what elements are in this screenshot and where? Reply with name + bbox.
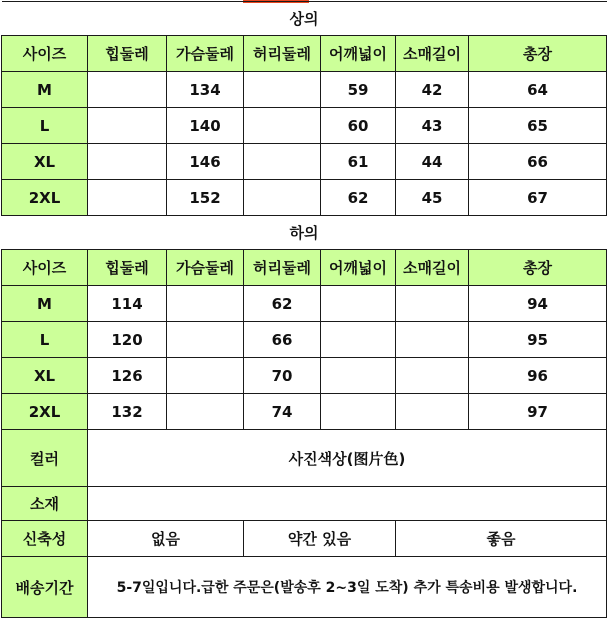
waist-cell bbox=[244, 180, 321, 216]
hip-cell bbox=[88, 144, 167, 180]
sleeve-cell bbox=[396, 322, 469, 358]
col-header-chest: 가슴둘레 bbox=[167, 250, 244, 286]
shipping-row bbox=[2, 557, 607, 618]
table-row bbox=[2, 72, 607, 108]
color-value: 사진색상(图片色) bbox=[88, 430, 607, 487]
table-row bbox=[2, 358, 607, 394]
col-header-waist: 허리둘레 bbox=[244, 36, 321, 72]
top-section-title: 상의 bbox=[2, 2, 607, 36]
col-header-sleeve: 소매길이 bbox=[396, 250, 469, 286]
chest-cell: 146 bbox=[167, 144, 244, 180]
bottom-section-row bbox=[2, 216, 607, 250]
shoulder-cell: 62 bbox=[321, 180, 396, 216]
col-header-waist: 허리둘레 bbox=[244, 250, 321, 286]
material-row bbox=[2, 487, 607, 521]
stretch-option-none: 없음 bbox=[88, 521, 244, 557]
waist-cell bbox=[244, 144, 321, 180]
waist-cell bbox=[244, 108, 321, 144]
shoulder-cell: 60 bbox=[321, 108, 396, 144]
size-cell: XL bbox=[2, 144, 88, 180]
bottom-section-title: 하의 bbox=[2, 216, 607, 250]
table-row bbox=[2, 108, 607, 144]
table-row bbox=[2, 394, 607, 430]
stretch-label: 신축성 bbox=[2, 521, 88, 557]
chest-cell bbox=[167, 394, 244, 430]
col-header-length: 총장 bbox=[469, 36, 607, 72]
hip-cell bbox=[88, 180, 167, 216]
size-cell: 2XL bbox=[2, 394, 88, 430]
bottom-header-row bbox=[2, 250, 607, 286]
sleeve-cell bbox=[396, 286, 469, 322]
material-value bbox=[88, 487, 607, 521]
hip-cell: 120 bbox=[88, 322, 167, 358]
sleeve-cell bbox=[396, 358, 469, 394]
chest-cell: 134 bbox=[167, 72, 244, 108]
shoulder-cell: 59 bbox=[321, 72, 396, 108]
table-row bbox=[2, 322, 607, 358]
col-header-length: 총장 bbox=[469, 250, 607, 286]
col-header-sleeve: 소매길이 bbox=[396, 36, 469, 72]
sleeve-cell: 45 bbox=[396, 180, 469, 216]
hip-cell: 114 bbox=[88, 286, 167, 322]
waist-cell: 62 bbox=[244, 286, 321, 322]
waist-cell: 70 bbox=[244, 358, 321, 394]
length-cell: 64 bbox=[469, 72, 607, 108]
size-cell: 2XL bbox=[2, 180, 88, 216]
color-label: 컬러 bbox=[2, 430, 88, 487]
stretch-row bbox=[2, 521, 607, 557]
length-cell: 97 bbox=[469, 394, 607, 430]
sleeve-cell bbox=[396, 394, 469, 430]
hip-cell bbox=[88, 108, 167, 144]
color-row bbox=[2, 430, 607, 487]
sleeve-cell: 43 bbox=[396, 108, 469, 144]
top-section-row bbox=[2, 2, 607, 36]
length-cell: 67 bbox=[469, 180, 607, 216]
table-row bbox=[2, 144, 607, 180]
hip-cell bbox=[88, 72, 167, 108]
sleeve-cell: 44 bbox=[396, 144, 469, 180]
size-cell: L bbox=[2, 322, 88, 358]
chest-cell: 152 bbox=[167, 180, 244, 216]
col-header-size: 사이즈 bbox=[2, 36, 88, 72]
shoulder-cell bbox=[321, 286, 396, 322]
table-row bbox=[2, 286, 607, 322]
shoulder-cell bbox=[321, 322, 396, 358]
col-header-chest: 가슴둘레 bbox=[167, 36, 244, 72]
chest-cell bbox=[167, 358, 244, 394]
waist-cell: 66 bbox=[244, 322, 321, 358]
chest-cell: 140 bbox=[167, 108, 244, 144]
length-cell: 95 bbox=[469, 322, 607, 358]
stretch-option-some: 약간 있음 bbox=[244, 521, 396, 557]
sleeve-cell: 42 bbox=[396, 72, 469, 108]
col-header-shoulder: 어깨넓이 bbox=[321, 36, 396, 72]
length-cell: 65 bbox=[469, 108, 607, 144]
chest-cell bbox=[167, 286, 244, 322]
top-header-row bbox=[2, 36, 607, 72]
shipping-value: 5-7일입니다.급한 주문은(발송후 2~3일 도착) 추가 특송비용 발생합니다. bbox=[88, 557, 607, 618]
col-header-hip: 힙둘레 bbox=[88, 36, 167, 72]
hip-cell: 126 bbox=[88, 358, 167, 394]
chest-cell bbox=[167, 322, 244, 358]
size-cell: L bbox=[2, 108, 88, 144]
size-cell: M bbox=[2, 72, 88, 108]
table-row bbox=[2, 180, 607, 216]
waist-cell: 74 bbox=[244, 394, 321, 430]
length-cell: 66 bbox=[469, 144, 607, 180]
shoulder-cell: 61 bbox=[321, 144, 396, 180]
col-header-size: 사이즈 bbox=[2, 250, 88, 286]
size-cell: XL bbox=[2, 358, 88, 394]
length-cell: 94 bbox=[469, 286, 607, 322]
hip-cell: 132 bbox=[88, 394, 167, 430]
size-table bbox=[1, 1, 607, 618]
col-header-shoulder: 어깨넓이 bbox=[321, 250, 396, 286]
size-cell: M bbox=[2, 286, 88, 322]
material-label: 소재 bbox=[2, 487, 88, 521]
shoulder-cell bbox=[321, 358, 396, 394]
col-header-hip: 힙둘레 bbox=[88, 250, 167, 286]
length-cell: 96 bbox=[469, 358, 607, 394]
waist-cell bbox=[244, 72, 321, 108]
shipping-label: 배송기간 bbox=[2, 557, 88, 618]
stretch-option-good: 좋음 bbox=[396, 521, 607, 557]
shoulder-cell bbox=[321, 394, 396, 430]
